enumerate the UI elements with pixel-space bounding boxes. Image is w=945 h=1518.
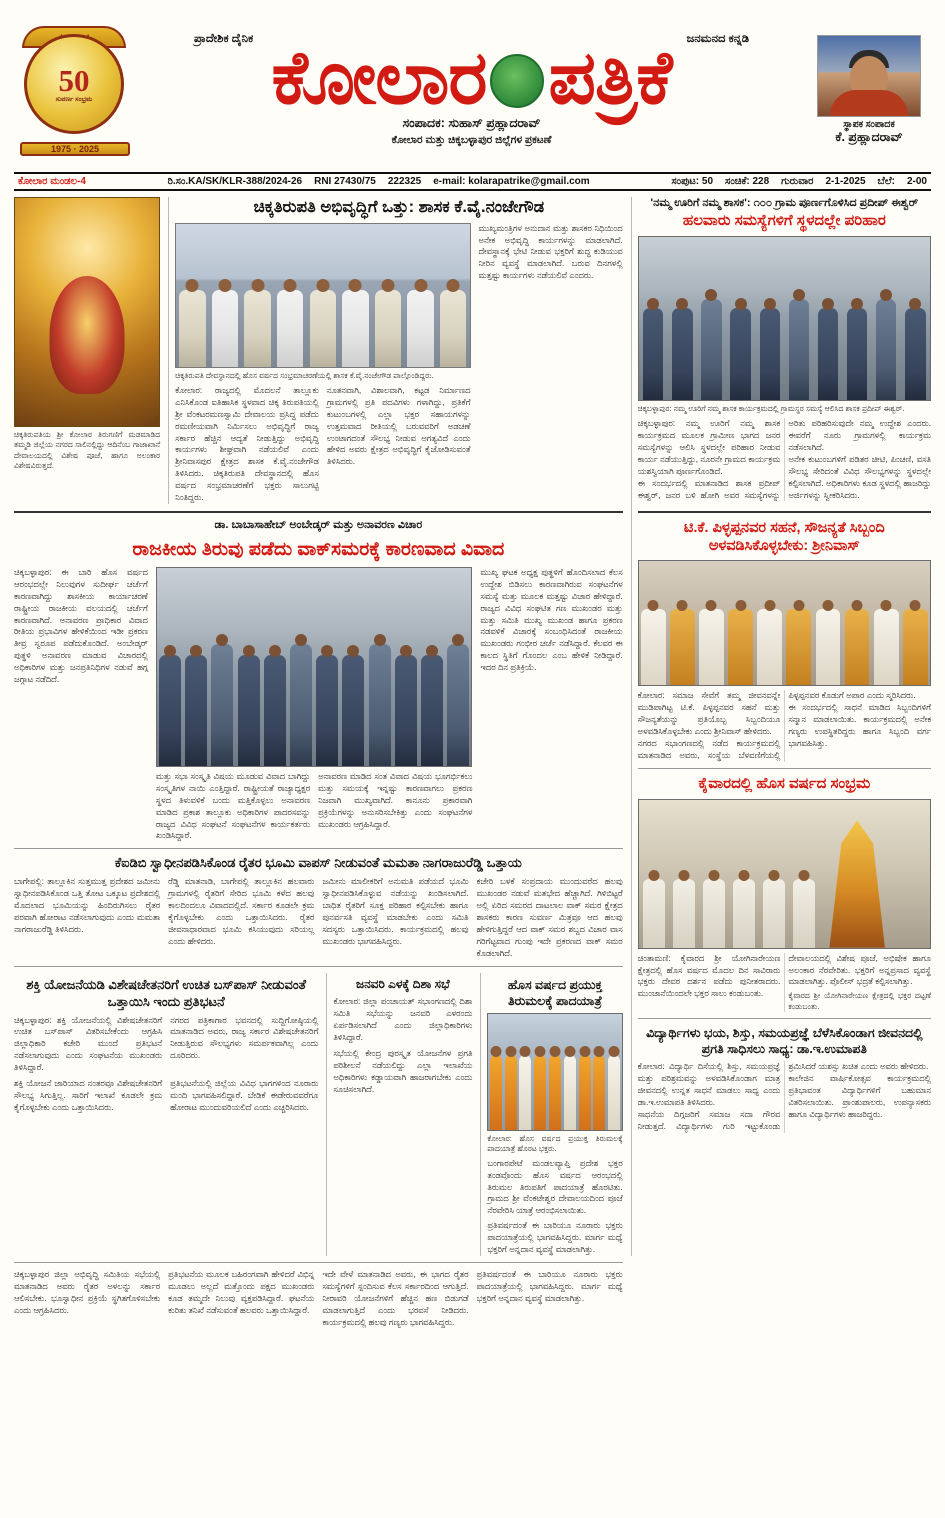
temple-photo-caption: ಚಿಕ್ಕತಿರುಪತಿಯ ಶ್ರೀ ಕೋಲಾರ ತಿರುಗಣಿಗೆ ಮಡಮಾಡಿದ ತಮ್ಮಡಿ ಜಿಲ್ಲೆಯ ನಗರದ ಸಾಲಿನಲ್ಲಿದ್ದು ಆದಿನೆಂಬ ಗಾಜಾಖಾನೆ ದೇವಾಲಯದಲ್ಲಿ ವಿಶೇಷ ಪೂಜೆ, ಹಾಗೂ ಅಲಂಕಾರ ವಿಶೇಷವಿರುತ್ತದೆ. [14, 430, 161, 470]
ninth-story-photo [638, 799, 931, 949]
issue-group [671, 176, 927, 187]
third-story-para-4: ಕಚೇರಿ ಬಳಕೆ ಸಂಪ್ರದಾಯ ಮುಂದುವರೆದ ಹಲವು ಮುಖಂಡರ ನಡುವೆ ಮತಭೇದ ಹೆಚ್ಚಾಗಿದೆ. ಗಿಳಿಬಿಟ್ಟರೆ ಅಲ್ಲಿ ಏರಿದ ಸಮರದ ದಾಟಲಾಲ ವಾಕ್ ಸಮರ ಕ್ಷೇತ್ರದ ಶಾಸಕರು ಕಾರಣ ಸುವರ್ಣ ಮಿತ್ರವೂ ಆದ ಹಲವು ಹೇಳಿಗುತ್ತಿದ್ದರೆ ಆದ ವಾಕ್ ಸಮರ ಶಬ್ದದ ವಿಚಾರ ವಾಸ ಗರಿಗೆಟ್ಟವಾದ ಗುಂಪು ಇದೇ ಪ್ರಕರಣದ ವಾಕ್ ಸಮರ ಕೊಡಲಾಗಿದೆ. [476, 876, 623, 958]
fourth-story-para-2: ನಗರದ ಪತ್ರಿಕಾಗಾರ ಭವನದಲ್ಲಿ ಸುದ್ದಿಗೋಷ್ಠಿಯಲ್ಲಿ ಮಾತನಾಡಿದ ಅವರು, ರಾಜ್ಯ ಸರ್ಕಾರ ವಿಶೇಷಚೇತನರಿಗೆ ನೀಡುತ್ತಿರುವ ಸೌಲಭ್ಯಗಳು ಸಮರ್ಪಕವಾಗಿಲ್ಲ ಎಂದು ದೂರಿದರು. [170, 1014, 319, 1061]
lead-story-photo [175, 223, 470, 368]
tenth-story-para-1: ಕೋಲಾರ: ವಿದ್ಯಾರ್ಥಿ ದಿಸೆಯಲ್ಲಿ ಶಿಸ್ತು, ಸಮಯಪ್ರಜ್ಞೆ ಮತ್ತು ಪರಿಶ್ರಮವನ್ನು ಅಳವಡಿಸಿಕೊಂಡಾಗ ಮಾತ್ರ ಜೀವನದಲ್ಲಿ ಉನ್ನತ ಸಾಧನೆ ಮಾಡಲು ಸಾಧ್ಯ ಎಂದು ಡಾ.ಇ.ಉಮಾಪತಿ ತಿಳಿಸಿದರು. [637, 1061, 781, 1108]
temple-gopura [808, 820, 907, 947]
lead-story-headline: ಚಿಕ್ಕತಿರುಪತಿ ಅಭಿವೃದ್ಧಿಗೆ ಒತ್ತು: ಶಾಸಕ ಕೆ.ವೈ.ನಂಜೇಗೌಡ [253, 198, 545, 216]
founder-portrait [817, 35, 921, 117]
fourth-story-para-4: ಪ್ರತಿಭಟನೆಯಲ್ಲಿ ಜಿಲ್ಲೆಯ ವಿವಿಧ ಭಾಗಗಳಿಂದ ನೂರಾರು ಮಂದಿ ಭಾಗವಹಿಸಲಿದ್ದಾರೆ. ಬೇಡಿಕೆ ಈಡೇರುವವರೆಗೂ ಹೋರಾಟ ಮುಂದುವರಿಯಲಿದೆ ಎಂದು ಎಚ್ಚರಿಸಿದರು. [170, 1078, 319, 1112]
second-story-para-1: ಚಿಕ್ಕಬಳ್ಳಾಪುರ: ಈ ಬಾರಿ ಹೊಸ ವರ್ಷದ ಆರಂಭದಲ್ಲೇ ನಿಲುವುಗಳ ಸುದೀರ್ಘ ಚರ್ಚೆಗೆ ಕಾರಣವಾಗಿದ್ದು ಶಾಸಕೀಯ ಕಾರ್ಯಾಚರಣೆ ರಾಷ್ಟ್ರೀಯ ರಾಜಕೀಯ ವಲಯದಲ್ಲಿ ಚರ್ಚೆಗೆ ಕಾರಣವಾಗಿದೆ. ಅನಾವರಣ ಪ್ರಾಧಿಕಾರ ವಿವಾದ ರೀತಿಯ ಪ್ರಭಾವಿಗಳ ಹೇಳಿಕೆಯಿಂದ ಇಡೀ ಪ್ರಕರಣ ತೀವ್ರ ಸ್ವರೂಪ ಪಡೆದುಕೊಂಡಿದೆ. ಅಂಬೇಡ್ಕರ್ ಪುತ್ಥಳಿ ಅನಾವರಣ ಮಾಡುವ ವಿಚಾರದಲ್ಲಿ ಅಧಿಕಾರಿಗಳ ಮತ್ತು ಜನಪ್ರತಿನಿಧಿಗಳ ನಡುವೆ ಹಗ್ಗ ಜಗ್ಗಾಟ ನಡೆದಿದೆ. [14, 566, 148, 685]
fourth-story-headline: ಶಕ್ತಿ ಯೋಜನೆಯಡಿ ವಿಶೇಷಚೇತನರಿಗೆ ಉಚಿತ ಬಸ್‌ಪಾಸ್ ನೀಡುವಂತೆ ಒತ್ತಾಯಿಸಿ ಇಂದು ಪ್ರತಿಭಟನೆ [26, 976, 307, 1009]
right-top-photo [638, 236, 931, 401]
portrait-body [830, 90, 908, 116]
third-story-headline: ಕೆಐಡಿಬಿ ಸ್ವಾಧೀನಪಡಿಸಿಕೊಂಡ ರೈತರ ಭೂಮಿ ವಾಪಸ್ ನೀಡುವಂತೆ ಮಮತಾ ನಾಗರಾಜುರೆಡ್ಡಿ ಒತ್ತಾಯ [114, 855, 522, 871]
ninth-story-headline: ಕೈವಾರದಲ್ಲಿ ಹೊಸ ವರ್ಷದ ಸಂಭ್ರಮ [698, 774, 871, 792]
third-story-para-1: ಬಾಗೇಪಲ್ಲಿ: ತಾಲ್ಲೂಕಿನ ಸುತ್ತಮುತ್ತ ಪ್ರದೇಶದ ಜಮೀನು ಸ್ವಾಧೀನಪಡಿಸಿಕೊಂಡ ಒತ್ತಿ ತೋಟ ಒಕ್ಕೂಟ ಪ್ರದೇಶದಲ್ಲಿ ಮೊದಲಾದ ಭೂಮಿಯನ್ನು ಹಿಂದಿರುಗಿಸಲು ರೈತರ ಪರವಾಗಿ ಹೋರಾಟ ನಡೆಸಲಾಗುವುದು ಎಂದು ಮಮತಾ ನಾಗರಾಜುರೆಡ್ಡಿ ತಿಳಿಸಿದರು. [14, 876, 161, 934]
registration-group [168, 176, 590, 187]
second-story-para-4: ಮುಖ್ಯ ಘಟಕ ಅಧ್ಯಕ್ಷ ಪುತ್ಥಳಿಗೆ ಹೊಂದಿಸಲಾದ ಕೆಲಸ ಉದ್ದೇಶ ಬಿಡಿಸಲು ಕಾರಣವಾಗಿರುವ ಸಂಘಟನೆಗಳ ಸಮಸ್ಯೆ ಮತ್ತು ಮೂಲಕ ಮತ್ತಷ್ಟು ವಿಚಾರ ಹೇಳಿದ್ದಾರೆ. ರಾಜ್ಯದ ವಿವಿಧ ಸಂಘಟಿತ ಗಣ ಮುಖಂಡರ ಮತ್ತು ಮತ್ತು ಸಮಿತಿ ಮುಖ್ಯ ಮುಖಂಡ ಹಾಗೂ ಪ್ರಕರಣ ನಡವಳಿಕೆ ವಿಚಾರಕ್ಕೆ ಸಂಬಂಧಿಸಿದಂತೆ ರಾಜಕೀಯ ಮುಖಂಡರು ಗಂಭೀರ ಚರ್ಚೆ ನಡೆಸಿದ್ದಾರೆ. ಕೆಲವರ ಈ ಕಾಲದ ಸ್ಥಿತಿಗೆ ಗೊಂದಲ ಎಂಬ ಹೇಳಿಕೆ ನೀಡಿದ್ದಾರೆ. ಇದರ ದಿನ ಪ್ರತಿಕ್ರಿಯೆ. [480, 566, 623, 673]
sixth-story-para-2: ಪ್ರತಿವರ್ಷದಂತೆ ಈ ಬಾರಿಯೂ ನೂರಾರು ಭಕ್ತರು ಪಾದಯಾತ್ರೆಯಲ್ಲಿ ಭಾಗವಹಿಸಿದ್ದರು. ಮಾರ್ಗ ಮಧ್ಯೆ ಭಕ್ತರಿಗೆ ಅನ್ನದಾನ ವ್ಯವಸ್ಥೆ ಮಾಡಲಾಗಿತ್ತು. [487, 1220, 623, 1255]
second-story-para-3: ಅನಾವರಣ ಮಾಡಿದ ಸಂತ ವಿವಾದ ವಿಷಯ ಭೂಗರ್ಭಿಕಲು ಮತ್ತು ಸಮಯಕ್ಕೆ ಇನ್ನಷ್ಟು ಕಾರಣವಾಗಲು ಪ್ರಕರಣ ನಿಜವಾಗಿ ಮುಖ್ಯವಾಗಿದೆ. ಕಾನೂನು ಪ್ರಕಾರವಾಗಿ ಪ್ರಕ್ರಿಯೆಗಳನ್ನು ಅನುಸರಿಸಬೇಕಿತ್ತು ಎಂದು ಸಂಘಟನೆಗಳ ಮುಖಂಡರು ಆಗ್ರಹಿಸಿದ್ದಾರೆ. [318, 770, 473, 829]
sixth-story-photo-caption: ಕೋಲಾರ: ಹೊಸ ವರ್ಷದ ಪ್ರಯುಕ್ತ ತಿರುಮಲಕ್ಕೆ ಪಾದಯಾತ್ರೆ ಹೊರಟ ಭಕ್ತರು. [487, 1134, 623, 1154]
second-story [14, 504, 623, 1256]
lead-story [168, 197, 623, 504]
sixth-story-photo [487, 1013, 622, 1131]
right-top-story [631, 197, 931, 504]
date-label: 2-1-2025 [825, 176, 866, 187]
photo-people-row [176, 278, 469, 367]
bottom-para-2: ಪ್ರತಿಭಟನೆಯ ಮೂಲಕ ಬಹಿರಂಗವಾಗಿ ಹೇಳಿದರೆ ವಿಭಿನ್ನ ಮೂಡಲು ಅಲ್ಲದೆ ಮತ್ತೊಂದು ಪಕ್ಷದ ಮುಖಂಡರು ಕೂಡ ತಮ್ಮದೇ ನಿಲುವು ವ್ಯಕ್ತಪಡಿಸಿದ್ದಾರೆ. ಘಟನೆಯ ಕುರಿತು ತನಿಖೆ ನಡೆಸುವಂತೆ ಹಲವರು ಒತ್ತಾಯಿಸಿದ್ದಾರೆ. [168, 1269, 315, 1315]
state-emblem-icon [490, 54, 544, 108]
email-address[interactable]: e-mail: kolarapatrike@gmail.com [433, 176, 590, 187]
bottom-band [14, 1256, 623, 1329]
tagline-left: ಪ್ರಾದೇಶಿಕ ದೈನಿಕ [194, 32, 254, 45]
fifth-story-para-1: ಕೋಲಾರ: ಜಿಲ್ಲಾ ಪಂಚಾಯತ್ ಸಭಾಂಗಣದಲ್ಲಿ ದಿಶಾ ಸಮಿತಿ ಸಭೆಯನ್ನು ಜನವರಿ ಎಳರಂದು ಏರ್ಪಡಿಸಲಾಗಿದೆ ಎಂದು ಜಿಲ್ಲಾಧಿಕಾರಿಗಳು ತಿಳಿಸಿದ್ದಾರೆ. [333, 996, 473, 1043]
right-top-headline: ಹಲವಾರು ಸಮಸ್ಯೆಗಳಿಗೆ ಸ್ಥಳದಲ್ಲೇ ಪರಿಹಾರ [682, 212, 886, 229]
eighth-story-para-3: ಈ ಸಂದರ್ಭದಲ್ಲಿ ಸಾಧನೆ ಮಾಡಿದ ಸಿಬ್ಬಂದಿಗಳಿಗೆ ಸನ್ಮಾನ ಮಾಡಲಾಯಿತು. ಕಾರ್ಯಕ್ರಮದಲ್ಲಿ ಅನೇಕ ಗಣ್ಯರು ಉಪಸ್ಥಿತರಿದ್ದರು ಹಾಗೂ ಸಿಬ್ಬಂದಿ ವರ್ಗ ಭಾಗವಹಿಸಿತ್ತು. [788, 702, 931, 749]
founder-name: ಕೆ. ಪ್ರಹ್ಲಾದರಾವ್ [835, 130, 903, 145]
day-label: ಗುರುವಾರ [781, 176, 814, 187]
masthead [14, 8, 931, 168]
registration-number: ರಿ.ಸಂ.KA/SK/KLR-388/2024-26 [167, 176, 303, 187]
lead-story-photo-caption: ಚಿಕ್ಕತಿರುಪತಿ ದೇವಸ್ಥಾನದಲ್ಲಿ ಹೊಸ ವರ್ಷದ ಸಂಭ್ರಮಾಚರಣೆಯಲ್ಲಿ ಶಾಸಕ ಕೆ.ವೈ.ನಂಜೇಗೌಡ ಪಾಲ್ಗೊಂಡಿದ್ದರು. [175, 370, 434, 380]
fourth-story-para-1: ಚಿಕ್ಕಬಳ್ಳಾಪುರ: ಶಕ್ತಿ ಯೋಜನೆಯಲ್ಲಿ ವಿಶೇಷಚೇತನರಿಗೆ ಉಚಿತ ಬಸ್‌ಪಾಸ್ ವಿತರಿಸಬೇಕೆಂದು ಆಗ್ರಹಿಸಿ ಜಿಲ್ಲಾಧಿಕಾರಿ ಕಚೇರಿ ಮುಂದೆ ಪ್ರತಿಭಟನೆ ನಡೆಸಲಾಗುವುದು ಎಂದು ಸಂಘಟನೆಯ ಮುಖಂಡರು ತಿಳಿಸಿದ್ದಾರೆ. [14, 1014, 163, 1073]
sixth-story-para-1: ಬಂಗಾರಪೇಟೆ ಮಂಡಲವ್ಯಾಪ್ತಿ ಪ್ರದೇಶ ಭಕ್ತರ ತಂಡವೊಂದು ಹೊಸ ವರ್ಷದ ಆರಂಭದಲ್ಲಿ ತಿರುಮಲ ತಿರುಪತಿಗೆ ಪಾದಯಾತ್ರೆ ಹೊರಟಿತು. ಗ್ರಾಮದ ಶ್ರೀ ವೆಂಕಟೇಶ್ವರ ದೇವಾಲಯದಿಂದ ಪೂಜೆ ನೆರವೇರಿಸಿ ಯಾತ್ರೆ ಆರಂಭಿಸಲಾಯಿತು. [487, 1157, 623, 1216]
right-top-kicker: 'ನಮ್ಮ ಊರಿಗೆ ನಮ್ಮ ಶಾಸಕ': ೧೦೦ ಗ್ರಾಮ ಪೂರ್ಣಗೊಳಿಸಿದ ಪ್ರದೀಪ್ ಈಶ್ವರ್ [650, 197, 919, 209]
paper-logo [16, 24, 134, 156]
founder-caption: ಸ್ಥಾಪಕ ಸಂಪಾದಕ [843, 118, 895, 130]
eighth-story-para-2: ನಗರದ ಸಭಾಂಗಣದಲ್ಲಿ ನಡೆದ ಕಾರ್ಯಕ್ರಮದಲ್ಲಿ ಮಾತನಾಡಿದ ಅವರು, ಸಂಸ್ಥೆಯ ಬೆಳವಣಿಗೆಯಲ್ಲಿ ಪಿಳ್ಳಪ್ಪನವರ ಕೊಡುಗೆ ಅಪಾರ ಎಂದು ಸ್ಮರಿಸಿದರು. [637, 690, 916, 760]
coverage-line: ಕೋಲಾರ ಮತ್ತು ಚಿಕ್ಕಬಳ್ಳಾಪುರ ಜಿಲ್ಲೆಗಳ ಪ್ರಕಟಣೆ [391, 134, 552, 147]
photo-crowd [639, 286, 930, 400]
fifth-story-para-2: ಸಭೆಯಲ್ಲಿ ಕೇಂದ್ರ ಪುರಸ್ಕೃತ ಯೋಜನೆಗಳ ಪ್ರಗತಿ ಪರಿಶೀಲನೆ ನಡೆಯಲಿದ್ದು ಎಲ್ಲಾ ಇಲಾಖೆಯ ಅಧಿಕಾರಿಗಳು ಕಡ್ಡಾಯವಾಗಿ ಹಾಜರಾಗಬೇಕು ಎಂದು ಸೂಚಿಸಲಾಗಿದೆ. [333, 1048, 473, 1094]
bottom-para-1: ಚಿಕ್ಕಬಳ್ಳಾಪುರ ಜಿಲ್ಲಾ ಅಭಿವೃದ್ಧಿ ಸಮಿತಿಯ ಸಭೆಯಲ್ಲಿ ಮಾತನಾಡಿದ ಅವರು ರೈತರ ಅಳಲನ್ನು ಸರ್ಕಾರ ಆಲಿಸಬೇಕು. ಭೂಸ್ವಾಧೀನ ಪ್ರಕ್ರಿಯೆ ಸ್ಥಗಿತಗೊಳಿಸಬೇಕು ಎಂದು ಆಗ್ರಹಿಸಿದರು. [14, 1269, 161, 1315]
content-grid [14, 197, 931, 1329]
founder-block [809, 35, 929, 146]
logo-anniversary-sub: ಸುವರ್ಣ ಸಂಭ್ರಮ [55, 95, 93, 103]
right-top-para-1: ಚಿಕ್ಕಬಳ್ಳಾಪುರ: ನಮ್ಮ ಊರಿಗೆ ನಮ್ಮ ಶಾಸಕ ಕಾರ್ಯಕ್ರಮದ ಮೂಲಕ ಗ್ರಾಮೀಣ ಭಾಗದ ಜನರ ಸಮಸ್ಯೆಗಳನ್ನು ಆಲಿಸಿ ಸ್ಥಳದಲ್ಲೇ ಪರಿಹಾರ ನೀಡುವ ಕಾರ್ಯ ನಡೆಯುತ್ತಿದ್ದು, ನೂರನೇ ಗ್ರಾಮದ ಕಾರ್ಯಕ್ರಮ ಯಶಸ್ವಿಯಾಗಿ ಪೂರ್ಣಗೊಂಡಿದೆ. [637, 418, 781, 476]
second-story-kicker: ಡಾ. ಬಾಬಾಸಾಹೇಬ್ ಅಂಬೇಡ್ಕರ್ ಮತ್ತು ಅನಾವರಣ ವಿಚಾರ [214, 519, 423, 532]
right-top-para-2b: ಅನೇಕ ಕುಟುಂಬಗಳಿಗೆ ಪಡಿತರ ಚೀಟಿ, ಪಿಂಚಣಿ, ವಸತಿ ಸೌಲಭ್ಯ ಸೇರಿದಂತೆ ವಿವಿಧ ಸೌಲಭ್ಯಗಳನ್ನು ಸ್ಥಳದಲ್ಲೇ ಕಲ್ಪಿಸಲಾಗಿದೆ. ಅಧಿಕಾರಿಗಳು ಕೂಡ ಸ್ಥಳದಲ್ಲಿ ಹಾಜರಿದ್ದು ಅರ್ಜಿಗಳನ್ನು ಸ್ವೀಕರಿಸಿದರು. [788, 453, 931, 500]
ninth-story-para-2: ದೇವಾಲಯದಲ್ಲಿ ವಿಶೇಷ ಪೂಜೆ, ಅಭಿಷೇಕ ಹಾಗೂ ಅಲಂಕಾರ ನೆರವೇರಿತು. ಭಕ್ತರಿಗೆ ಅನ್ನಪ್ರಸಾದ ವ್ಯವಸ್ಥೆ ಮಾಡಲಾಗಿತ್ತು. ಪೊಲೀಸ್ ಭದ್ರತೆ ಕಲ್ಪಿಸಲಾಗಿತ್ತು. [788, 952, 931, 987]
lead-story-para-3: ಮುಖ್ಯಮಂತ್ರಿಗಳ ಅನುದಾನ ಮತ್ತು ಶಾಸಕರ ನಿಧಿಯಿಂದ ಅನೇಕ ಅಭಿವೃದ್ಧಿ ಕಾರ್ಯಗಳನ್ನು ಮಾಡಲಾಗಿದೆ. ದೇವಸ್ಥಾನಕ್ಕೆ ಭೇಟಿ ನೀಡುವ ಭಕ್ತರಿಗೆ ಶುದ್ಧ ಕುಡಿಯುವ ನೀರಿನ ವ್ಯವಸ್ಥೆ ಮಾಡಲಾಗಿದೆ. ಬರುವ ದಿನಗಳಲ್ಲಿ ಮತ್ತಷ್ಟು ಕಾರ್ಯಗಳು ನಡೆಯಲಿವೆ ಎಂದರು. [478, 222, 623, 281]
logo-anniversary-ring [24, 34, 124, 134]
second-story-photo [156, 567, 473, 767]
eighth-story-para-1: ಕೋಲಾರ: ಸಮಾಜ ಸೇವೆಗೆ ತಮ್ಮ ಜೀವನವನ್ನೇ ಮುಡಿಪಾಗಿಟ್ಟ ಟಿ.ಕೆ. ಪಿಳ್ಳಪ್ಪನವರ ಸಹನೆ ಮತ್ತು ಸೌಜನ್ಯತೆಯನ್ನು ಪ್ರತಿಯೊಬ್ಬ ಸಿಬ್ಬಂದಿಯೂ ಅಳವಡಿಸಿಕೊಳ್ಳಬೇಕು ಎಂದು ಶ್ರೀನಿವಾಸ್ ಹೇಳಿದರು. [637, 690, 781, 737]
bottom-para-4: ಪ್ರತಿವರ್ಷದಂತೆ ಈ ಬಾರಿಯೂ ನೂರಾರು ಭಕ್ತರು ಪಾದಯಾತ್ರೆಯಲ್ಲಿ ಭಾಗವಹಿಸಿದ್ದರು. ಮಾರ್ಗ ಮಧ್ಯೆ ಭಕ್ತರಿಗೆ ಅನ್ನದಾನ ವ್ಯವಸ್ಥೆ ಮಾಡಲಾಗಿತ್ತು. [476, 1269, 623, 1303]
padayatra-crowd [488, 1044, 621, 1130]
right-top-para-2: ಈ ಸಂದರ್ಭದಲ್ಲಿ ಮಾತನಾಡಿದ ಶಾಸಕ ಪ್ರದೀಪ್ ಈಶ್ವರ್, ಜನರ ಬಳಿ ಹೋಗಿ ಅವರ ಸಮಸ್ಯೆಗಳನ್ನು ಅರಿತು ಪರಿಹರಿಸುವುದೇ ನಮ್ಮ ಉದ್ದೇಶ ಎಂದರು. ಈವರೆಗೆ ನೂರು ಗ್ರಾಮಗಳಲ್ಲಿ ಕಾರ್ಯಕ್ರಮ ನಡೆಸಲಾಗಿದೆ. [637, 418, 931, 500]
tenth-story-headline: ವಿದ್ಯಾರ್ಥಿಗಳು ಭಯ, ಶಿಸ್ತು, ಸಮಯಪ್ರಜ್ಞೆ ಬೆಳೆಸಿಕೊಂಡಾಗ ಜೀವನದಲ್ಲಿ ಪ್ರಗತಿ ಸಾಧಿಸಲು ಸಾಧ್ಯ: ಡಾ.ಇ.ಉಮಾಪತಿ [646, 1025, 923, 1057]
temple-deity-photo [14, 197, 160, 427]
fourth-story-para-3: ಶಕ್ತಿ ಯೋಜನೆ ಜಾರಿಯಾದ ನಂತರವೂ ವಿಶೇಷಚೇತನರಿಗೆ ಸೌಲಭ್ಯ ಸಿಗುತ್ತಿಲ್ಲ. ಸಾರಿಗೆ ಇಲಾಖೆ ಕೂಡಲೇ ಕ್ರಮ ಕೈಗೊಳ್ಳಬೇಕು ಎಂದು ಒತ್ತಾಯಿಸಿದರು. [14, 1078, 163, 1112]
tenth-story-para-2: ಸಾಧನೆಯ ದಿಗ್ಗಜರಿಗೆ ಸಮಾಜ ಸದಾ ಗೌರವ ನೀಡುತ್ತದೆ. ವಿದ್ಯಾರ್ಥಿಗಳು ಗುರಿ ಇಟ್ಟುಕೊಂಡು ಶ್ರಮಿಸಿದರೆ ಯಶಸ್ಸು ಖಚಿತ ಎಂದು ಅವರು ಹೇಳಿದರು. [637, 1061, 929, 1131]
price-label: ಬೆಲೆ: [877, 176, 895, 187]
phone-number: 222325 [387, 176, 422, 187]
third-story-para-2: ರೆಡ್ಡಿ ಮಾತನಾಡಿ, ಬಾಗೇಪಲ್ಲಿ ತಾಲ್ಲೂಕಿನ ಹಲವಾರು ಗ್ರಾಮಗಳಲ್ಲಿ ರೈತರಿಗೆ ಸೇರಿದ ಭೂಮಿ ಕಳೆದ ಹಲವು ಕಾಲದಿಂದಲೂ ವಿವಾದದಲ್ಲಿದೆ. ಸರ್ಕಾರ ಕೂಡಲೇ ಕ್ರಮ ಕೈಗೊಳ್ಳಬೇಕು ಎಂದು ಒತ್ತಾಯಿಸಿದರು. ರೈತರ ಜೀವನಾಧಾರವಾದ ಭೂಮಿ ಕಸಿಯುವುದು ಸರಿಯಲ್ಲ ಎಂದು ಹೇಳಿದರು. [168, 876, 315, 946]
eighth-story-photo [638, 560, 931, 686]
paper-title-right: ಪತ್ರಿಕೆ [548, 37, 672, 120]
paper-title-left: ಕೋಲಾರ [271, 37, 487, 120]
third-story-para-3: ಜಮೀನು ಮಾಲೀಕರಿಗೆ ಅನುಮತಿ ಪಡೆಯದೆ ಭೂಮಿ ಸ್ವಾಧೀನಪಡಿಸಿಕೊಳ್ಳುವ ನಡೆಯನ್ನು ಖಂಡಿಸಲಾಗಿದೆ. ಬಾಧಿತ ರೈತರಿಗೆ ಸೂಕ್ತ ಪರಿಹಾರ ಕಲ್ಪಿಸಬೇಕು ಹಾಗೂ ಪುನರ್ವಸತಿ ವ್ಯವಸ್ಥೆ ಮಾಡಬೇಕು ಎಂದು ಸಮಿತಿ ಸದಸ್ಯರು ಒತ್ತಾಯಿಸಿದರು. ಕಾರ್ಯಕ್ರಮದಲ್ಲಿ ಹಲವು ಮುಖಂಡರು ಭಾಗವಹಿಸಿದ್ದರು. [322, 876, 469, 946]
ninth-story-photo-caption: ಕೈವಾರದ ಶ್ರೀ ಯೋಗಿನಾರೇಯಣ ಕ್ಷೇತ್ರದಲ್ಲಿ ಭಕ್ತರ ದಟ್ಟಣೆ ಕಂಡುಬಂತು. [788, 991, 931, 1011]
fifth-story-headline: ಜನವರಿ ಎಳಕ್ಕೆ ದಿಶಾ ಸಭೆ [356, 976, 450, 991]
title-block [134, 33, 809, 147]
tagline-right: ಜನಮನದ ಕನ್ನಡಿ [686, 32, 749, 45]
column-1 [14, 197, 160, 504]
issue-label: ಸಂಚಿಕೆ: 228 [725, 176, 770, 187]
eighth-story-headline: ಟಿ.ಕೆ. ಪಿಳ್ಳಪ್ಪನವರ ಸಹನೆ, ಸೌಜನ್ಯತೆ ಸಿಬ್ಬಂದಿ ಅಳವಡಿಸಿಕೊಳ್ಳಬೇಕು: ಶ್ರೀನಿವಾಸ್ [683, 520, 885, 555]
logo-anniversary-number: 50 [58, 62, 90, 98]
lead-story-para-1: ಕೋಲಾರ: ರಾಜ್ಯದಲ್ಲಿ ಮೊದಲನೆ ತಾಲ್ಲೂಕು ಎನಿಸಿಕೊಂಡ ಐತಿಹಾಸಿಕ ಸ್ಥಳವಾದ ಚಿಕ್ಕ ತಿರುಪತಿಯಲ್ಲಿ ಶ್ರೀ ವೆಂಕಟರಮಣಸ್ವಾಮಿ ದೇವಾಲಯ ಪ್ರಸಿದ್ಧ ಪಡೆದು ರಮಣೀಯವಾಗಿ ನಿರ್ಮಿಸಲು ಅಭಿವೃದ್ಧಿಗೆ ರಾಜ್ಯ ಸರ್ಕಾರ ಹೆಚ್ಚಿನ ಆದ್ಯತೆ ನೀಡುತ್ತಿದ್ದು ಅಭಿವೃದ್ಧಿ ಕಾರ್ಯಗಳು ಶೀಘ್ರವಾಗಿ ನಡೆಯಲಿವೆ ಎಂದು ಶ್ರೀನಿವಾಸಪುರ ಕ್ಷೇತ್ರದ ಶಾಸಕ ಕೆ.ವೈ.ನಂಜೇಗೌಡ ತಿಳಿಸಿದರು. ಚಿಕ್ಕತಿರುಪತಿ ದೇವಸ್ಥಾನದಲ್ಲಿ ಹೊಸ ವರ್ಷದ ಸಂಭ್ರಮಾಚರಣೆಗೆ ಭಕ್ತರು ಸಾಲುಗಟ್ಟಿ ನಿಂತಿದ್ದರು. [175, 384, 319, 503]
lead-story-para-2: ನೂತನವಾಗಿ, ವಿಶಾಲವಾಗಿ, ಕಟ್ಟಡ ನಿರ್ಮಾಣದ ಗ್ರಾಮಗಳಲ್ಲಿ ಪ್ರತಿ ಪದವಿಗಳು ಗಳಾಗಿದ್ದು, ಪ್ರತಿಕೆಗೆ ಕುಟುಂಬಗಳಲ್ಲಿ ಎಲ್ಲಾ ಭಕ್ತರ ಸಹಾಯಗಳನ್ನು ಉತ್ತಮವಾದ ರೀತಿಯಲ್ಲಿ ಬರುವವರಿಗೆ ಅಡಚಣೆ ಉಂಟಾಗದಂತೆ ಸೌಲಭ್ಯ ನೀಡುವ ಅಗತ್ಯವಿದೆ ಎಂದು ಹೇಳಿದ ಅವರು ಕ್ಷೇತ್ರದ ಅಭಿವೃದ್ಧಿಗೆ ಕೈಜೋಡಿಸುವಂತೆ ತಿಳಿಸಿದರು. [326, 384, 471, 467]
sixth-story-headline: ಹೊಸ ವರ್ಷದ ಪ್ರಯುಕ್ತ ತಿರುಮಲಕ್ಕೆ ಪಾದಯಾತ್ರೆ [507, 977, 603, 1008]
volume-label: ಸಂಪುಟ: 50 [671, 176, 714, 187]
tenth-story-para-3: ಕಾಲೇಜಿನ ವಾರ್ಷಿಕೋತ್ಸವ ಕಾರ್ಯಕ್ರಮದಲ್ಲಿ ಪ್ರತಿಭಾವಂತ ವಿದ್ಯಾರ್ಥಿಗಳಿಗೆ ಬಹುಮಾನ ವಿತರಿಸಲಾಯಿತು. ಪ್ರಾಂಶುಪಾಲರು, ಉಪನ್ಯಾಸಕರು ಹಾಗೂ ವಿದ್ಯಾರ್ಥಿಗಳು ಹಾಜರಿದ್ದರು. [788, 1073, 931, 1120]
second-story-headline: ರಾಜಕೀಯ ತಿರುವು ಪಡೆದು ವಾಕ್‌ಸಮರಕ್ಕೆ ಕಾರಣವಾದ ವಿವಾದ [132, 539, 505, 561]
editor-line: ಸಂಪಾದಕ: ಸುಹಾಸ್ ಪ್ರಹ್ಲಾದರಾವ್ [402, 116, 541, 131]
protest-crowd [157, 627, 472, 766]
festival-crowd [639, 862, 820, 948]
right-rail [631, 504, 931, 1256]
ceremony-crowd [639, 596, 930, 685]
rni-number: RNI 27430/75 [314, 176, 376, 187]
bottom-para-3: ಇದೇ ವೇಳೆ ಮಾತನಾಡಿದ ಅವರು, ಈ ಭಾಗದ ರೈತರ ಸಮಸ್ಯೆಗಳಿಗೆ ಸ್ಪಂದಿಸುವ ಕೆಲಸ ಸರ್ಕಾರದಿಂದ ಆಗುತ್ತಿದೆ. ನೀರಾವರಿ ಯೋಜನೆಗಳಿಗೆ ಹೆಚ್ಚಿನ ಹಣ ಬಿಡುಗಡೆ ಮಾಡಲಾಗುತ್ತಿದೆ ಎಂದು ಭರವಸೆ ನೀಡಿದರು. ಕಾರ್ಯಕ್ರಮದಲ್ಲಿ ಹಲವು ಗಣ್ಯರು ಭಾಗವಹಿಸಿದ್ದರು. [322, 1269, 469, 1327]
edition-label: ಕೋಲಾರ ಮಂಡಲ-4 [18, 176, 86, 187]
second-story-para-2: ಮತ್ತು ಸಭಾ ಸಂಸ್ಕೃತಿ ವಿಷಯ ಮೂಡುವ ವಿವಾದ ಬಾಗಿದ್ದು ಸಂಸ್ಕೃತಿಗಳ ನಾಯಿ ಎಂತ್ತಿದ್ದಾರೆ. ರಾಷ್ಟ್ರೀಯತೆ ರಾಜ್ಯಾಧ್ಯಕ್ಷರ ಸ್ಥಳದ ತಿಳುವಳಿಕೆ ಬಂದು ಮತ್ತಿಕೊಳ್ಳಲು ಅನಾವರಣ ಮಾಡಿದ ಪ್ರಕಾಶ ತಾಲ್ಲೂಕು ಅಧಿಕಾರಿಗಳ ಪಾದರಸವನ್ನು ರಾಜ್ಯದ ವಿವಿಧ ಸಂಘಟನೆ ಸಂಘಟನೆಗಳ ಕಾರ್ಯಕರ್ತರು ಖಂಡಿಸಿದ್ದಾರೆ. [155, 770, 311, 841]
info-bar [14, 172, 931, 191]
ninth-story-para-1: ಚಿಂತಾಮಣಿ: ಕೈವಾರದ ಶ್ರೀ ಯೋಗಿನಾರೇಯಣ ಕ್ಷೇತ್ರದಲ್ಲಿ ಹೊಸ ವರ್ಷದ ಮೊದಲ ದಿನ ಸಾವಿರಾರು ಭಕ್ತರು ದೇವರ ದರ್ಶನ ಪಡೆದು ಪುನೀತರಾದರು. ಮುಂಜಾನೆಯಿಂದಲೇ ಭಕ್ತರ ಸಾಲು ಕಂಡುಬಂತು. [637, 952, 781, 999]
logo-years: 1975 · 2025 [20, 142, 130, 156]
price-value: 2-00 [906, 176, 927, 187]
right-top-photo-caption: ಚಿಕ್ಕಬಳ್ಳಾಪುರ: ನಮ್ಮ ಊರಿಗೆ ನಮ್ಮ ಶಾಸಕ ಕಾರ್ಯಕ್ರಮದಲ್ಲಿ ಗ್ರಾಮಸ್ಥರ ಸಮಸ್ಯೆ ಆಲಿಸಿದ ಶಾಸಕ ಪ್ರದೀಪ್ ಈಶ್ವರ್. [637, 403, 905, 413]
